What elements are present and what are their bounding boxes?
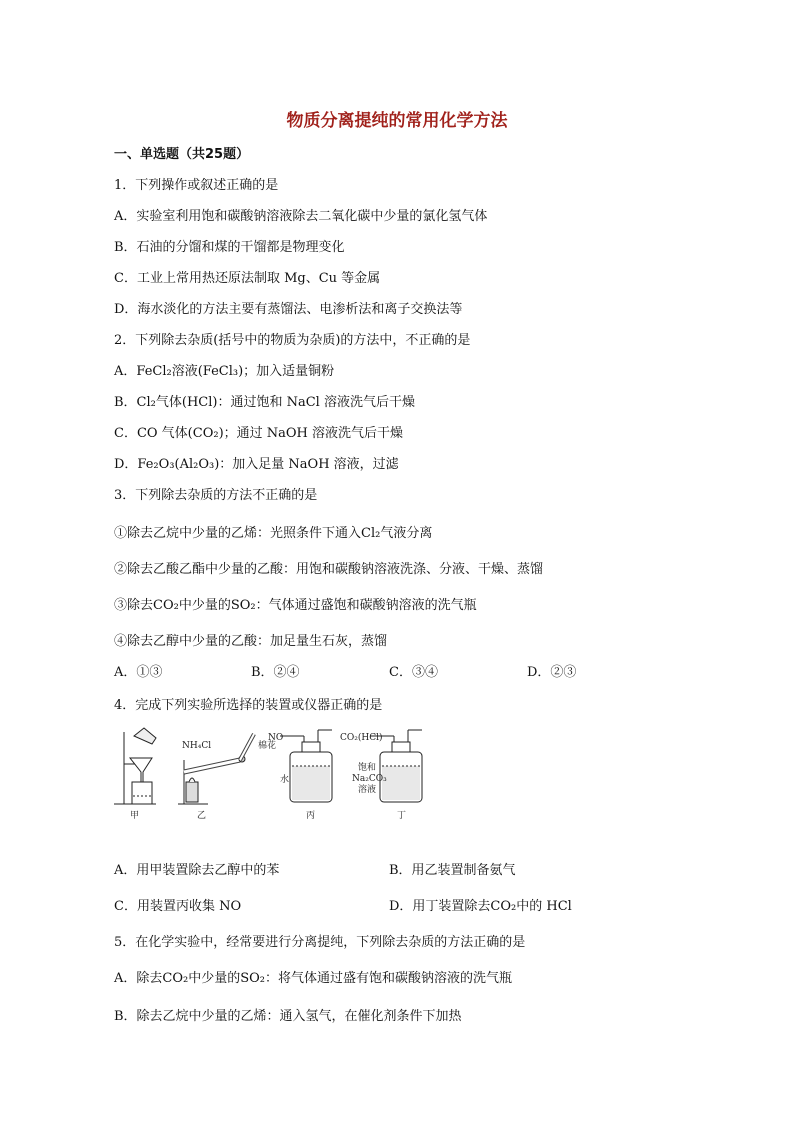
q2-option-d: D．Fe₂O₃(Al₂O₃)：加入足量 NaOH 溶液，过滤 [114, 457, 399, 472]
label-no: NO [268, 733, 284, 743]
q4-option-d: D．用丁装置除去CO₂中的 HCl [389, 899, 572, 914]
section-heading: 一、单选题（共25题） [114, 147, 250, 162]
apparatus-bing [280, 730, 332, 802]
q1-stem: 1．下列操作或叙述正确的是 [114, 178, 279, 193]
q3-option-c: C．③④ [389, 665, 438, 680]
caption-jia: 甲 [130, 811, 140, 821]
label-na2co3: Na₂CO₃ [352, 774, 387, 784]
q3-stem: 3．下列除去杂质的方法不正确的是 [114, 488, 318, 503]
q1-option-d: D．海水淡化的方法主要有蒸馏法、电渗析法和离子交换法等 [114, 302, 463, 317]
q3-option-a: A．①③ [114, 665, 163, 680]
q5-stem: 5．在化学实验中，经常要进行分离提纯，下列除去杂质的方法正确的是 [114, 935, 526, 950]
label-water: 水 [280, 775, 290, 785]
caption-bing: 丙 [306, 811, 316, 821]
q2-stem: 2．下列除去杂质(括号中的物质为杂质)的方法中，不正确的是 [114, 333, 471, 348]
caption-ding: 丁 [397, 811, 407, 821]
q3-item-1: ①除去乙烷中少量的乙烯：光照条件下通入Cl₂气液分离 [114, 526, 433, 541]
q1-option-c: C．工业上常用热还原法制取 Mg、Cu 等金属 [114, 271, 381, 286]
label-nh4cl: NH₄Cl [182, 741, 212, 751]
q1-option-a: A．实验室利用饱和碳酸钠溶液除去二氧化碳中少量的氯化氢气体 [114, 209, 488, 224]
apparatus-figure [112, 726, 442, 822]
q3-item-3: ③除去CO₂中少量的SO₂：气体通过盛饱和碳酸钠溶液的洗气瓶 [114, 598, 477, 613]
q3-option-b: B．②④ [251, 665, 300, 680]
q5-option-b: B．除去乙烷中少量的乙烯：通入氢气，在催化剂条件下加热 [114, 1009, 462, 1024]
q2-option-c: C．CO 气体(CO₂)；通过 NaOH 溶液洗气后干燥 [114, 426, 404, 441]
label-solution: 溶液 [358, 785, 377, 795]
label-co2-hcl: CO₂(HCl) [340, 733, 383, 743]
q3-item-4: ④除去乙醇中少量的乙酸：加足量生石灰，蒸馏 [114, 634, 388, 649]
page-title: 物质分离提纯的常用化学方法 [286, 111, 508, 131]
q4-stem: 4．完成下列实验所选择的装置或仪器正确的是 [114, 698, 383, 713]
label-cotton: 棉花 [258, 741, 277, 751]
q2-option-a: A．FeCl₂溶液(FeCl₃)；加入适量铜粉 [114, 364, 335, 379]
apparatus-jia [114, 728, 156, 804]
q3-item-2: ②除去乙酸乙酯中少量的乙酸：用饱和碳酸钠溶液洗涤、分液、干燥、蒸馏 [114, 562, 544, 577]
q3-option-d: D．②③ [527, 665, 577, 680]
q4-option-c: C．用装置丙收集 NO [114, 899, 242, 914]
label-saturated: 饱和 [358, 763, 377, 773]
q1-option-b: B．石油的分馏和煤的干馏都是物理变化 [114, 240, 345, 255]
caption-yi: 乙 [197, 811, 207, 821]
q2-option-b: B．Cl₂气体(HCl)：通过饱和 NaCl 溶液洗气后干燥 [114, 395, 415, 410]
q4-option-b: B．用乙装置制备氨气 [389, 863, 516, 878]
q4-option-a: A．用甲装置除去乙醇中的苯 [114, 863, 280, 878]
q5-option-a: A．除去CO₂中少量的SO₂：将气体通过盛有饱和碳酸钠溶液的洗气瓶 [114, 971, 512, 986]
